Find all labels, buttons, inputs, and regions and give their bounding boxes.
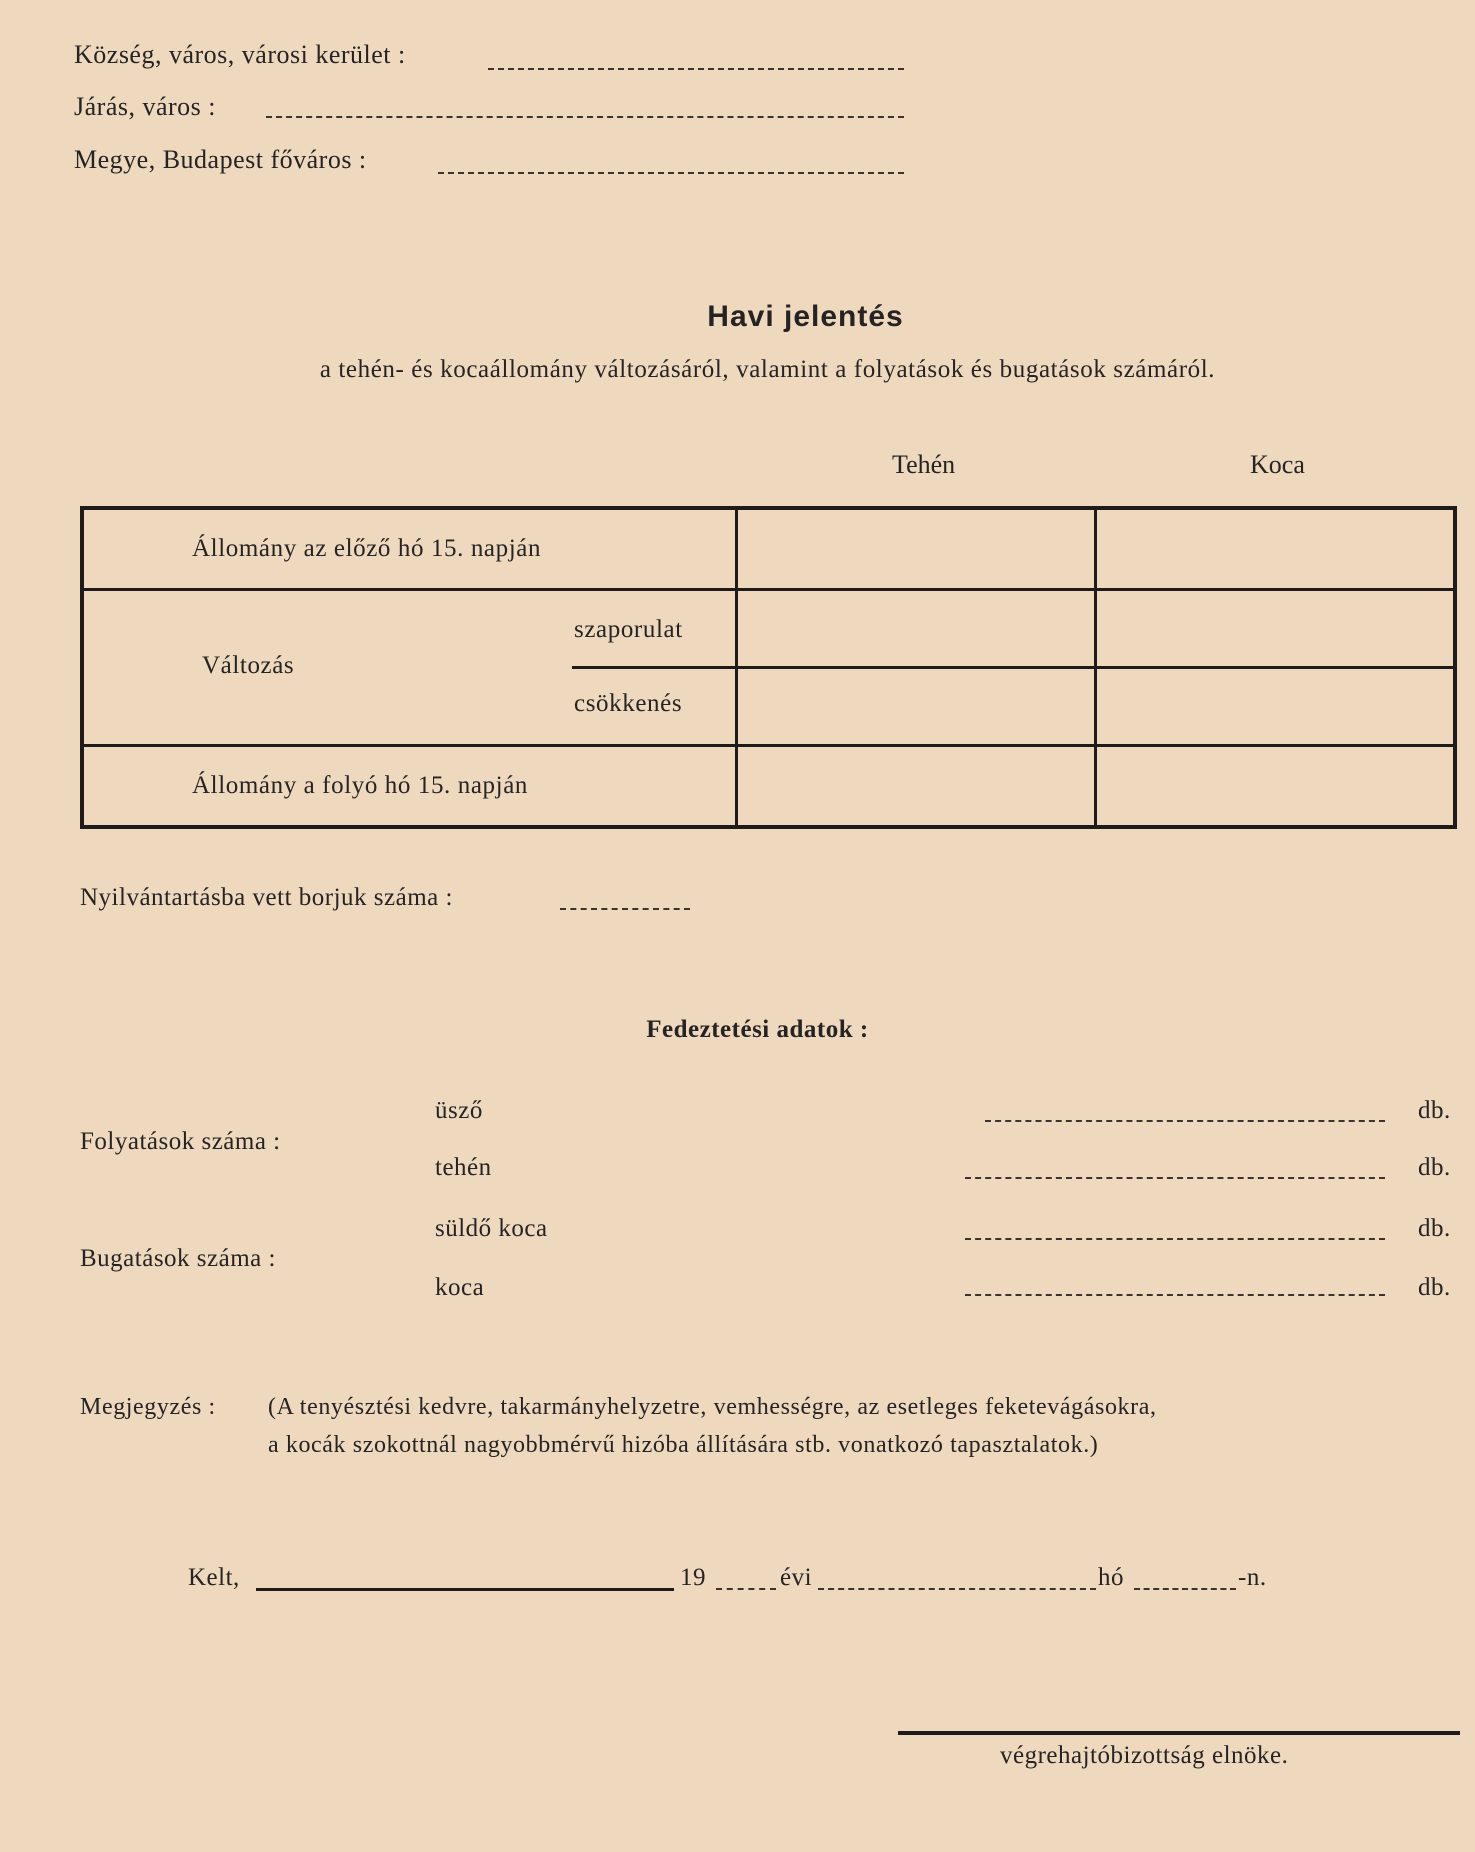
table-cell-sow-prev[interactable] (1095, 508, 1455, 590)
heifer-field[interactable] (985, 1120, 1385, 1122)
column-head-sow: Koca (1250, 450, 1305, 479)
table-cell-cow-current[interactable] (736, 746, 1095, 828)
row-label-increase: szaporulat (574, 615, 683, 643)
day-field[interactable] (1134, 1588, 1236, 1590)
table-cell-cow-prev[interactable] (736, 508, 1095, 590)
municipality-field[interactable] (488, 68, 904, 70)
unit-label: db. (1418, 1154, 1451, 1181)
unit-label: db. (1418, 1097, 1451, 1124)
column-head-cow: Tehén (892, 450, 956, 479)
calves-field[interactable] (560, 908, 690, 910)
gilt-field[interactable] (965, 1238, 1385, 1240)
district-label: Járás, város : (74, 92, 217, 121)
signature-line[interactable] (898, 1731, 1460, 1735)
table-cell-cow-increase[interactable] (736, 590, 1095, 668)
table-cell-sow-increase[interactable] (1095, 590, 1455, 668)
table-cell-sow-current[interactable] (1095, 746, 1455, 828)
bugatas-label: Bugatások száma : (80, 1245, 276, 1272)
year-field[interactable] (716, 1588, 776, 1590)
unit-label: db. (1418, 1215, 1451, 1242)
cow-field[interactable] (965, 1177, 1385, 1179)
municipality-label: Község, város, városi kerület : (74, 40, 406, 69)
note-line-2: a kocák szokottnál nagyobbmérvű hizóba állítására stb. vonatkozó tapasztalatok.) (268, 1432, 1099, 1458)
signature-label: végrehajtóbizottság elnöke. (1000, 1742, 1289, 1769)
table-cell-label (82, 746, 736, 828)
page-subtitle: a tehén- és kocaállomány változásáról, valamint a folyatások és bugatások számáról. (319, 356, 1216, 383)
unit-label: db. (1418, 1274, 1451, 1301)
row-label-prev-stock: Állomány az előző hó 15. napján (192, 535, 542, 562)
month-field[interactable] (818, 1588, 1096, 1590)
livestock-table (80, 506, 1457, 829)
folyatas-label: Folyatások száma : (80, 1128, 281, 1155)
calves-label: Nyilvántartásba vett borjuk száma : (80, 884, 453, 911)
table-row (82, 590, 1455, 668)
table-cell-sow-decrease[interactable] (1095, 668, 1455, 746)
breeding-heading: Fedeztetési adatok : (646, 1016, 869, 1043)
county-field[interactable] (438, 172, 904, 174)
place-field[interactable] (256, 1588, 674, 1591)
county-label: Megye, Budapest főváros : (74, 145, 367, 174)
date-evi-label: évi (780, 1564, 813, 1591)
date-n-suffix: -n. (1238, 1564, 1267, 1591)
page-title: Havi jelentés (707, 300, 904, 333)
row-label-decrease: csökkenés (574, 689, 683, 717)
date-year-prefix: 19 (680, 1564, 706, 1591)
table-cell-cow-decrease[interactable] (736, 668, 1095, 746)
table-cell-label (82, 590, 736, 746)
table-cell-label (82, 508, 736, 590)
date-kelt-label: Kelt, (188, 1564, 240, 1591)
sow-label: koca (435, 1274, 485, 1301)
gilt-label: süldő koca (435, 1215, 548, 1242)
divider (572, 666, 735, 669)
district-field[interactable] (266, 116, 904, 118)
table-row (82, 508, 1455, 590)
cow-label: tehén (435, 1154, 492, 1181)
note-line-1: (A tenyésztési kedvre, takarmányhelyzetre, vemhességre, az esetleges feketevágásokra, (268, 1394, 1157, 1420)
date-ho-label: hó (1098, 1564, 1124, 1591)
table-row (82, 746, 1455, 828)
sow-field[interactable] (965, 1294, 1385, 1296)
row-label-change: Változás (202, 651, 295, 679)
row-label-current-stock: Állomány a folyó hó 15. napján (192, 772, 528, 799)
heifer-label: üsző (435, 1097, 483, 1124)
note-label: Megjegyzés : (80, 1394, 216, 1420)
